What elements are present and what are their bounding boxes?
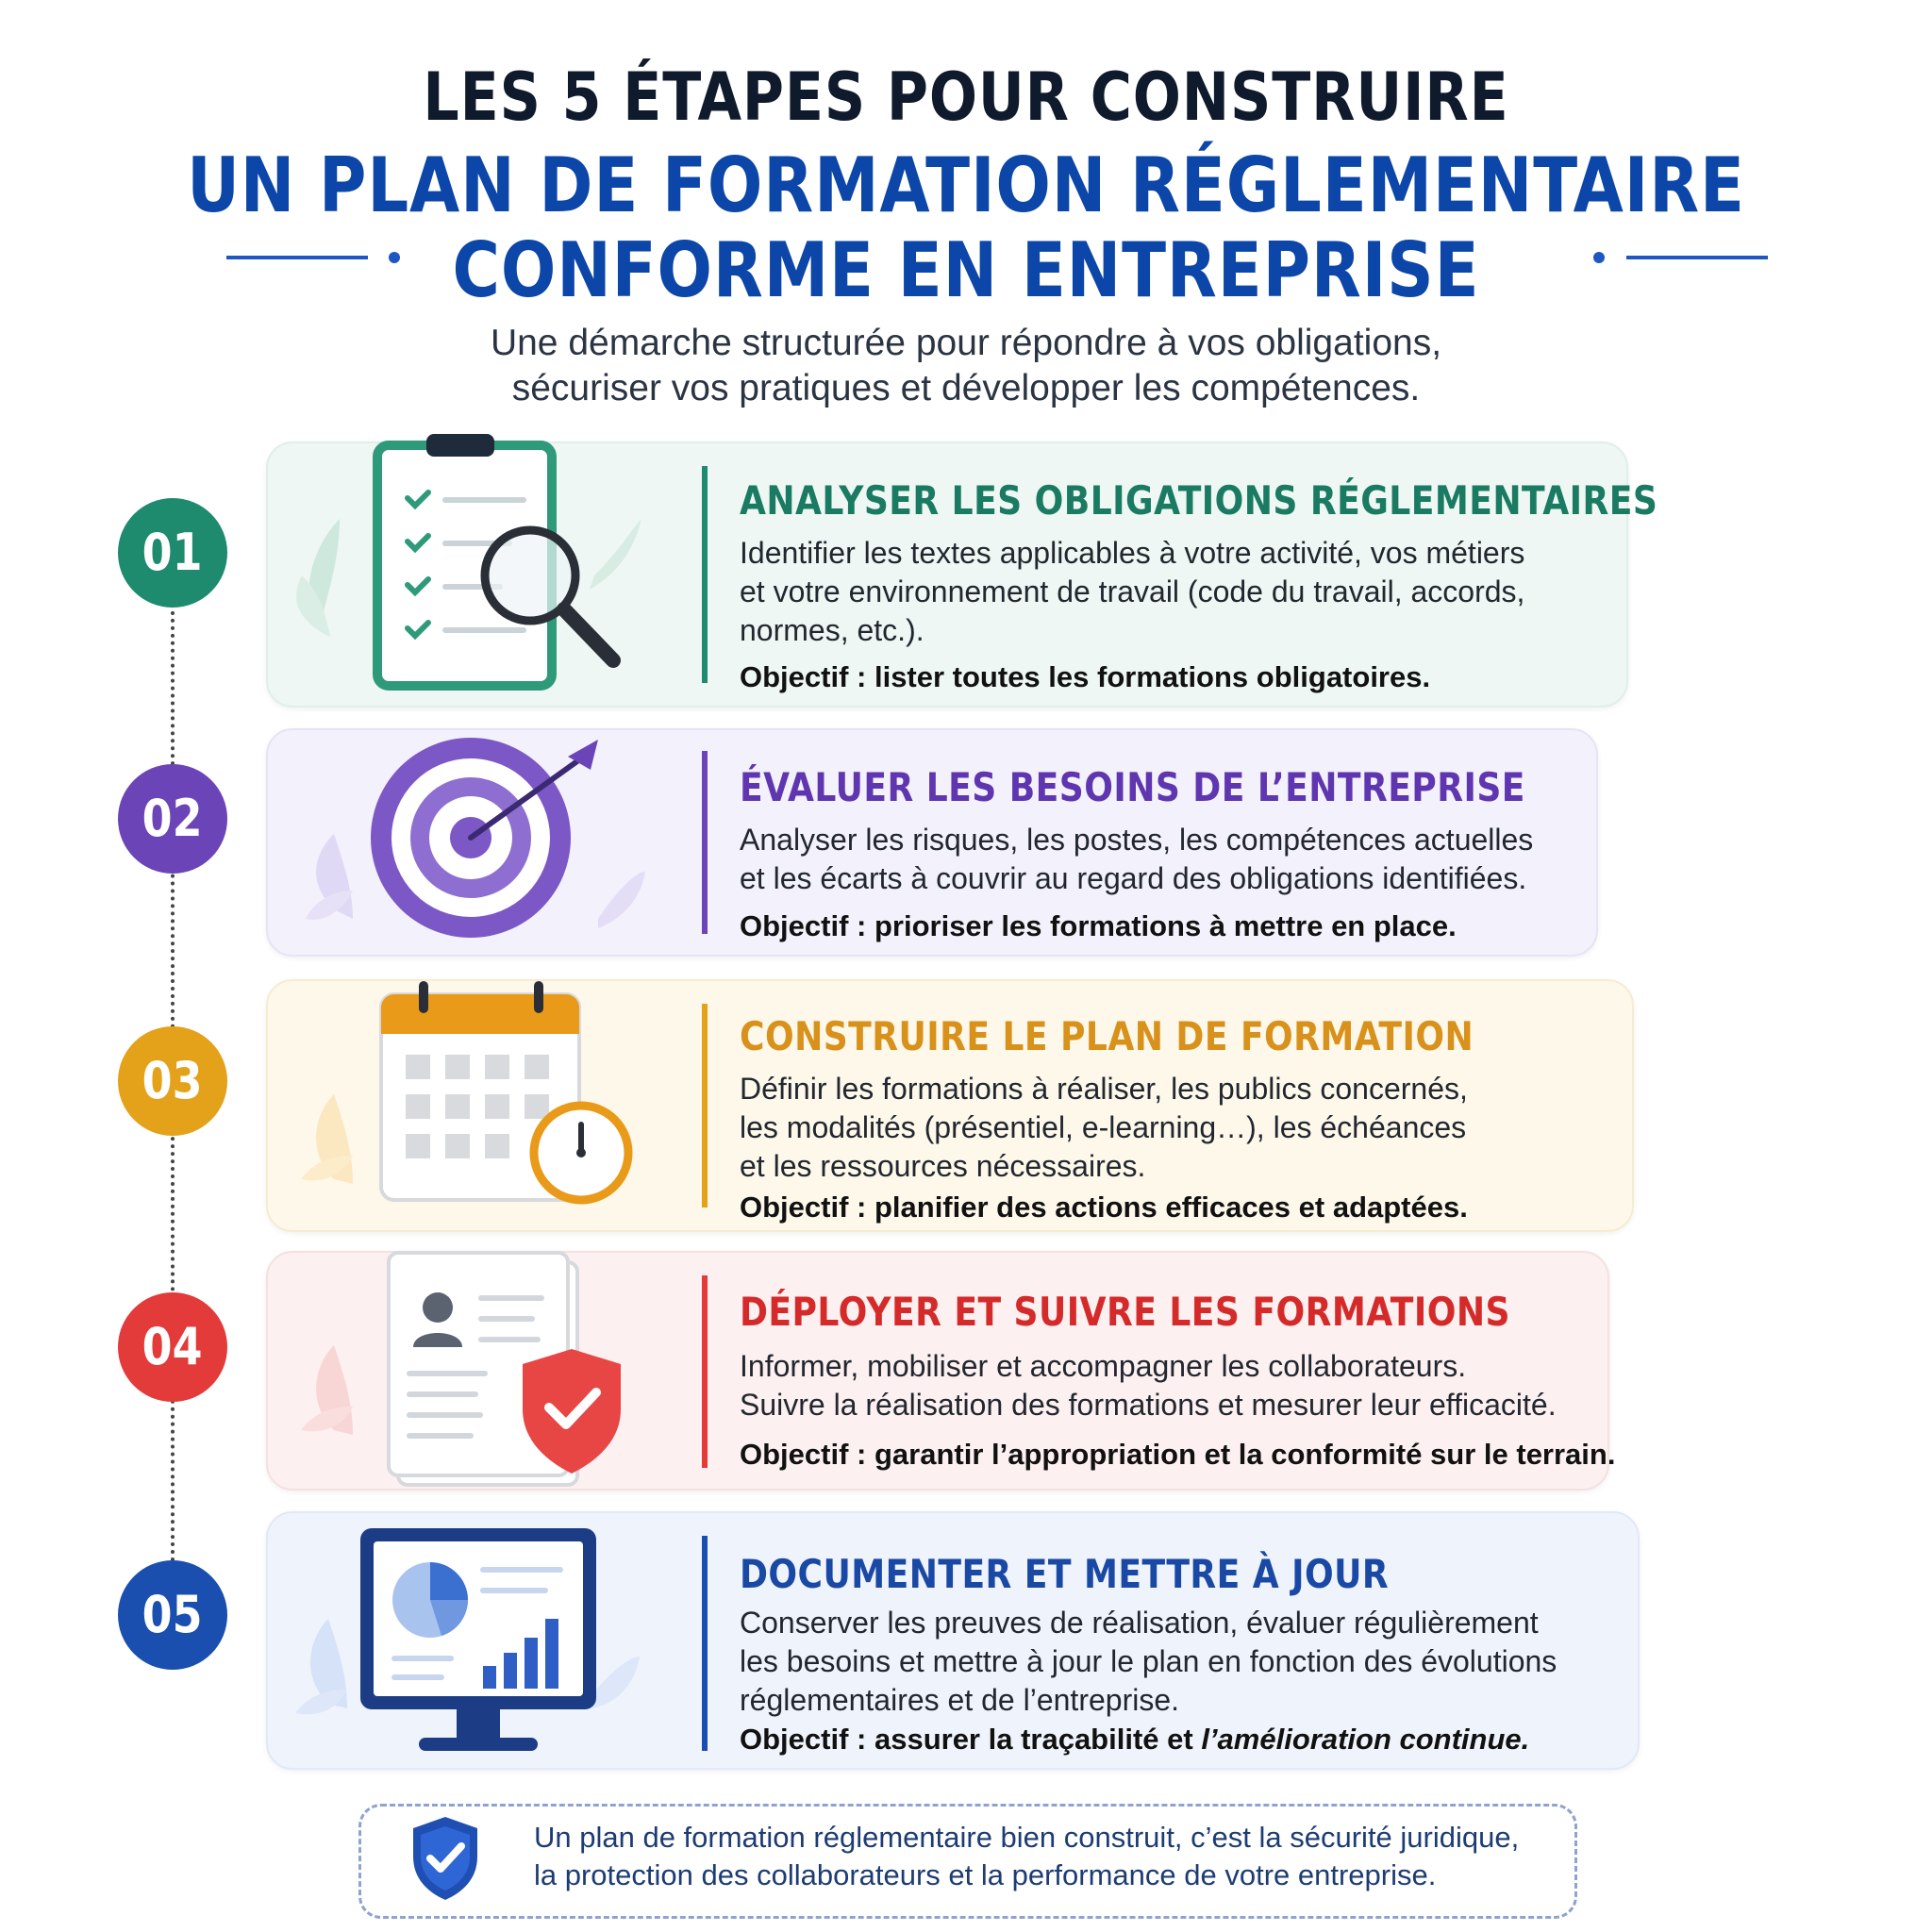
step-number-badge: 02: [118, 764, 227, 874]
step-accent-bar: [702, 1536, 708, 1751]
step-card-4: [266, 1251, 1616, 1491]
step-title: ANALYSER LES OBLIGATIONS RÉGLEMENTAIRES: [740, 477, 1658, 524]
step-description-line: normes, etc.).: [740, 613, 924, 647]
footer-text-line: Un plan de formation réglementaire bien construit, c’est la sécurité juridique,: [534, 1821, 1520, 1854]
step-description: [740, 1347, 1560, 1424]
objective-label: Objectif :: [740, 1438, 867, 1471]
step-card-1: [266, 441, 1658, 708]
step-number-badge: 01: [118, 498, 227, 608]
step-description-line: réglementaires et de l’entreprise.: [740, 1683, 1180, 1717]
clipboard-magnifier-icon: [283, 434, 641, 708]
subtitle: [0, 321, 1932, 411]
step-description-line: Informer, mobiliser et accompagner les collaborateurs.: [740, 1349, 1467, 1383]
step-accent-bar: [702, 751, 708, 934]
objective-text: planifier des actions efficaces et adaptées.: [874, 1191, 1468, 1224]
step-description-line: Analyser les risques, les postes, les compétences actuelles: [740, 823, 1534, 857]
step-card-3: [266, 979, 1634, 1232]
title-divider-left: [226, 256, 368, 259]
objective-label: Objectif :: [740, 909, 867, 942]
step-accent-bar: [702, 1275, 708, 1468]
step-objective: [740, 1191, 1468, 1224]
step-objective: [740, 1723, 1529, 1757]
step-description-line: et votre environnement de travail (code du travail, accords,: [740, 575, 1525, 608]
objective-text-italic: l’amélioration continue.: [1201, 1723, 1530, 1756]
step-accent-bar: [702, 1004, 708, 1208]
step-title: ÉVALUER LES BESOINS DE L’ENTREPRISE: [740, 764, 1525, 810]
objective-text: garantir l’appropriation et la conformité sur le terrain.: [874, 1438, 1616, 1471]
objective-label: Objectif :: [740, 1191, 867, 1224]
footer-text: [534, 1819, 1553, 1894]
step-description: [740, 1070, 1560, 1186]
title-line-1: LES 5 ÉTAPES POUR CONSTRUIRE: [423, 58, 1509, 136]
step-number-badge: 05: [118, 1560, 227, 1670]
step-description-line: les modalités (présentiel, e-learning…), les échéances: [740, 1110, 1467, 1144]
step-description: [740, 821, 1560, 898]
step-description-line: Suivre la réalisation des formations et mesurer leur efficacité.: [740, 1388, 1557, 1422]
objective-label: Objectif :: [740, 1723, 867, 1756]
shield-check-icon: [408, 1813, 483, 1904]
monitor-chart-icon: [281, 1515, 640, 1768]
step-accent-bar: [702, 466, 708, 683]
step-description: [740, 1604, 1560, 1720]
objective-text: assurer la traçabilité et: [874, 1723, 1193, 1756]
step-card-5: [266, 1511, 1640, 1770]
step-number-badge: 03: [118, 1026, 227, 1136]
profile-shield-icon: [287, 1241, 645, 1489]
footer-text-line: la protection des collaborateurs et la performance de votre entreprise.: [534, 1858, 1437, 1891]
target-arrow-icon: [287, 730, 645, 953]
step-card-2: [266, 728, 1598, 957]
step-description-line: Identifier les textes applicables à votre activité, vos métiers: [740, 536, 1525, 570]
step-title: CONSTRUIRE LE PLAN DE FORMATION: [740, 1013, 1474, 1059]
step-description-line: et les ressources nécessaires.: [740, 1149, 1146, 1183]
title-line-2: UN PLAN DE FORMATION RÉGLEMENTAIRE: [187, 142, 1745, 229]
objective-label: Objectif :: [740, 660, 867, 693]
title-divider-dot-left: [389, 252, 400, 263]
calendar-clock-icon: [287, 981, 645, 1228]
step-title: DÉPLOYER ET SUIVRE LES FORMATIONS: [740, 1289, 1510, 1335]
subtitle-line-1: Une démarche structurée pour répondre à vos obligations,: [490, 323, 1442, 363]
step-description: [740, 534, 1560, 650]
step-title: DOCUMENTER ET METTRE À JOUR: [740, 1551, 1390, 1597]
step-objective: [740, 660, 1430, 694]
step-number-badge: 04: [118, 1292, 227, 1402]
step-description-line: et les écarts à couvrir au regard des obligations identifiées.: [740, 861, 1527, 895]
subtitle-line-2: sécuriser vos pratiques et développer les compétences.: [511, 368, 1421, 408]
step-objective: [740, 1438, 1615, 1472]
step-description-line: les besoins et mettre à jour le plan en fonction des évolutions: [740, 1644, 1557, 1678]
title-divider-right: [1626, 256, 1768, 259]
step-description-line: Définir les formations à réaliser, les publics concernés,: [740, 1072, 1468, 1106]
title-divider-dot-right: [1593, 252, 1605, 263]
step-objective: [740, 909, 1457, 943]
objective-text: prioriser les formations à mettre en place.: [874, 909, 1457, 942]
title-line-3: CONFORME EN ENTREPRISE: [452, 226, 1480, 314]
step-description-line: Conserver les preuves de réalisation, évaluer régulièrement: [740, 1606, 1539, 1640]
objective-text: lister toutes les formations obligatoires.: [874, 660, 1431, 693]
